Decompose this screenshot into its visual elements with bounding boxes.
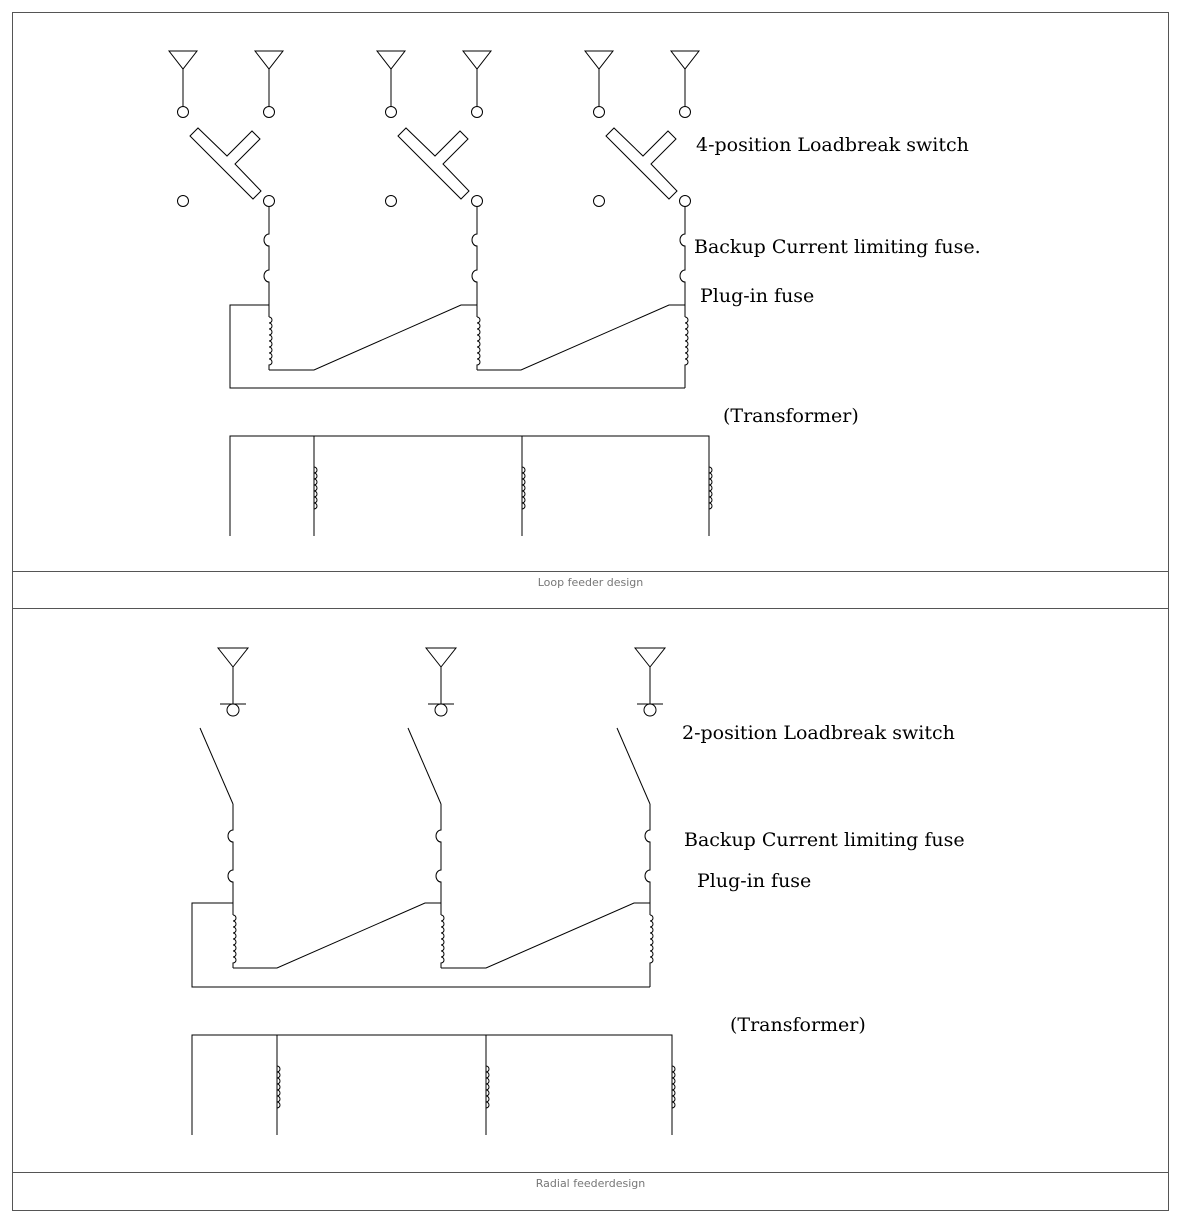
loop-secondary-winding (230, 436, 712, 536)
figure-caption: Radial feederdesign (13, 1172, 1168, 1210)
contact-icon (472, 107, 483, 118)
loop-primary-wiring (230, 305, 685, 388)
bushing-terminal-icon (585, 51, 613, 106)
transformer-label: (Transformer) (723, 405, 859, 427)
bushing-terminal-icon (169, 51, 197, 106)
contact-icon (178, 196, 189, 207)
fuse-icon (645, 804, 650, 915)
contact-icon (264, 196, 275, 207)
bushing-terminal-icon (671, 51, 699, 106)
radial-phase-c (617, 648, 665, 987)
switch-label: 4-position Loadbreak switch (696, 134, 969, 156)
t-blade-switch-icon (606, 128, 677, 199)
loop-phase-c (585, 51, 699, 388)
coil-icon (269, 317, 272, 370)
bushing-terminal-icon (426, 648, 456, 704)
loop-phase-b (377, 51, 491, 370)
coil-icon (650, 915, 653, 987)
loop-phase-a (169, 51, 283, 370)
bushing-terminal-icon (463, 51, 491, 106)
contact-icon (386, 107, 397, 118)
coil-icon (233, 915, 236, 968)
coil-icon (685, 317, 688, 388)
backup-fuse-label: Backup Current limiting fuse. (694, 236, 981, 258)
radial-feeder-schematic (13, 609, 1170, 1174)
fuse-icon (436, 804, 441, 915)
contact-icon (680, 196, 691, 207)
fuse-icon (228, 804, 233, 915)
t-blade-switch-icon (398, 128, 469, 199)
switch-blade-icon (617, 728, 650, 804)
t-blade-switch-icon (190, 128, 261, 199)
backup-fuse-label: Backup Current limiting fuse (684, 829, 965, 851)
contact-icon (227, 704, 239, 716)
loop-feeder-panel (12, 12, 1169, 609)
transformer-label: (Transformer) (730, 1014, 866, 1036)
contact-icon (178, 107, 189, 118)
plugin-fuse-label: Plug-in fuse (697, 870, 812, 892)
switch-blade-icon (408, 728, 441, 804)
contact-icon (680, 107, 691, 118)
coil-icon (477, 317, 480, 370)
bushing-terminal-icon (377, 51, 405, 106)
fuse-icon (680, 207, 685, 317)
contact-icon (594, 196, 605, 207)
radial-primary-wiring (192, 903, 650, 987)
radial-phase-b (408, 648, 456, 968)
switch-blade-icon (200, 728, 233, 804)
figure-caption: Loop feeder design (13, 571, 1168, 608)
loop-feeder-schematic (13, 13, 1170, 573)
contact-icon (472, 196, 483, 207)
bushing-terminal-icon (218, 648, 248, 704)
switch-label: 2-position Loadbreak switch (682, 722, 955, 744)
bushing-terminal-icon (255, 51, 283, 106)
coil-icon (441, 915, 444, 968)
contact-icon (386, 196, 397, 207)
radial-secondary-winding (192, 1035, 675, 1135)
radial-feeder-panel (12, 608, 1169, 1211)
bushing-terminal-icon (635, 648, 665, 704)
fuse-icon (264, 207, 269, 317)
contact-icon (644, 704, 656, 716)
radial-phase-a (200, 648, 248, 968)
contact-icon (435, 704, 447, 716)
fuse-icon (472, 207, 477, 317)
contact-icon (594, 107, 605, 118)
contact-icon (264, 107, 275, 118)
plugin-fuse-label: Plug-in fuse (700, 285, 815, 307)
